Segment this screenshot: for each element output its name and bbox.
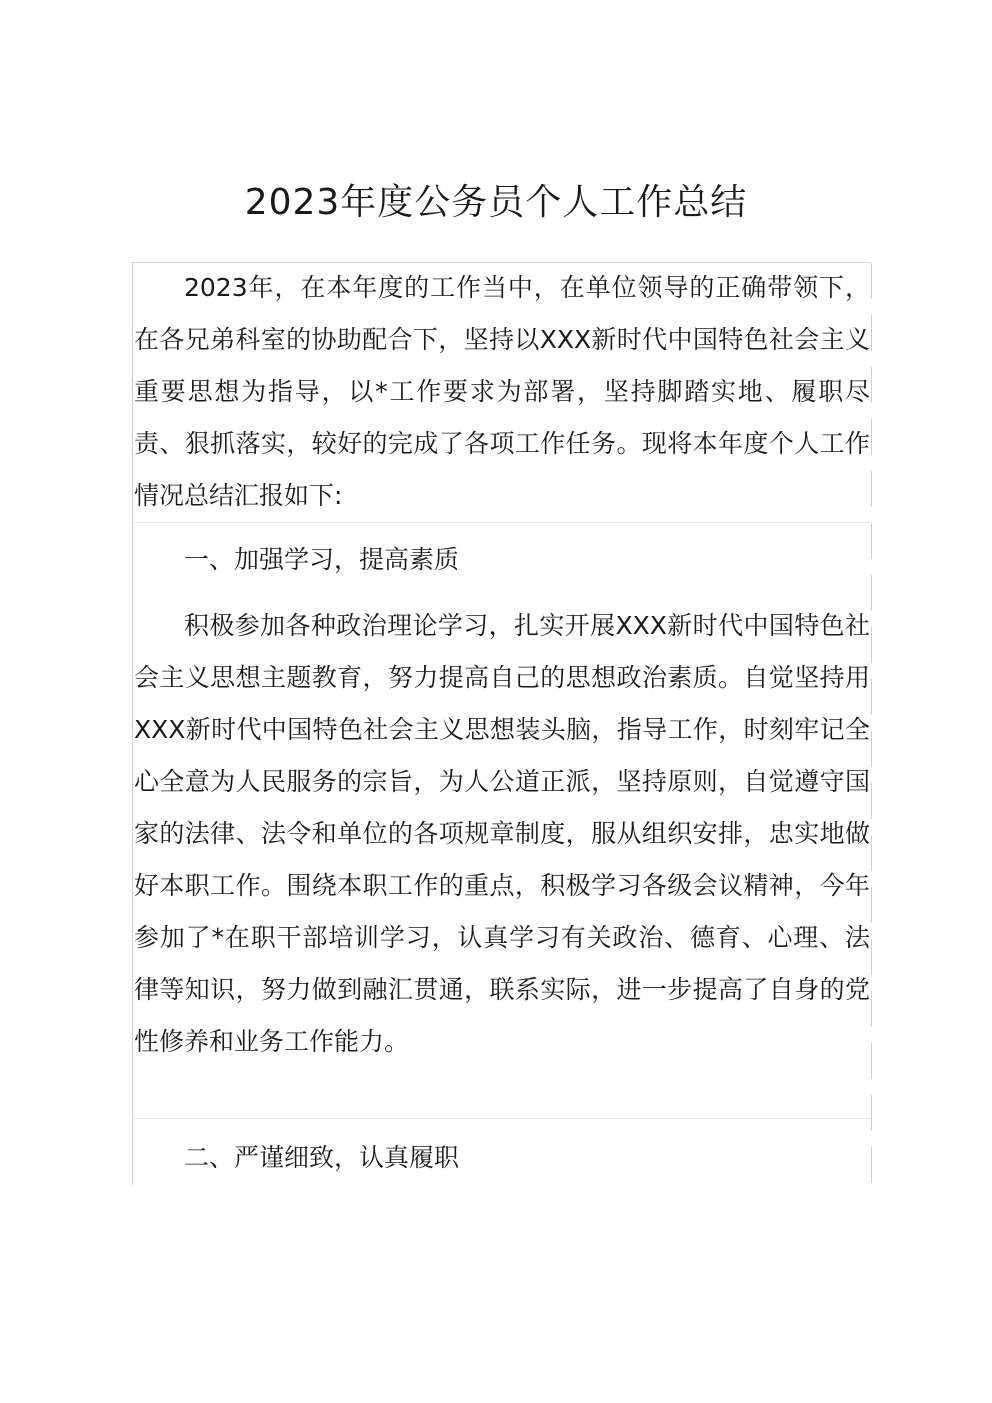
- document-title: 2023年度公务员个人工作总结: [244, 182, 748, 223]
- intro-paragraph: 2023年，在本年度的工作当中，在单位领导的正确带领下，在各兄弟科室的协助配合下，坚持以XXX新时代中国特色社会主义重要思想为指导，以*工作要求为部署，坚持脚踏实地、履职尽责、狠抓落实，较好的完成了各项工作任务。现将本年度个人工作情况总结汇报如下:: [134, 273, 870, 510]
- paragraph-divider: [134, 522, 870, 523]
- section-body-1: 积极参加各种政治理论学习，扎实开展XXX新时代中国特色社会主义思想主题教育，努力提高自己的思想政治素质。自觉坚持用XXX新时代中国特色社会主义思想装头脑，指导工作，时刻牢记全心全意为人民服务的宗旨，为人公道正派，坚持原则，自觉遵守国家的法律、法令和单位的各项规章制度，服从组织安排，忠实地做好本职工作。围绕本职工作的重点，积极学习各级会议精神，今年参加了*在职干部培训学习，认真学习有关政治、德育、心理、法律等知识，努力做到融汇贯通，联系实际，进一步提高了自身的党性修养和业务工作能力。: [134, 611, 870, 1056]
- section-heading-1: 一、加强学习，提高素质: [184, 545, 460, 574]
- section-heading-2: 二、严谨细致，认真履职: [184, 1143, 460, 1172]
- paragraph-divider: [134, 1118, 870, 1119]
